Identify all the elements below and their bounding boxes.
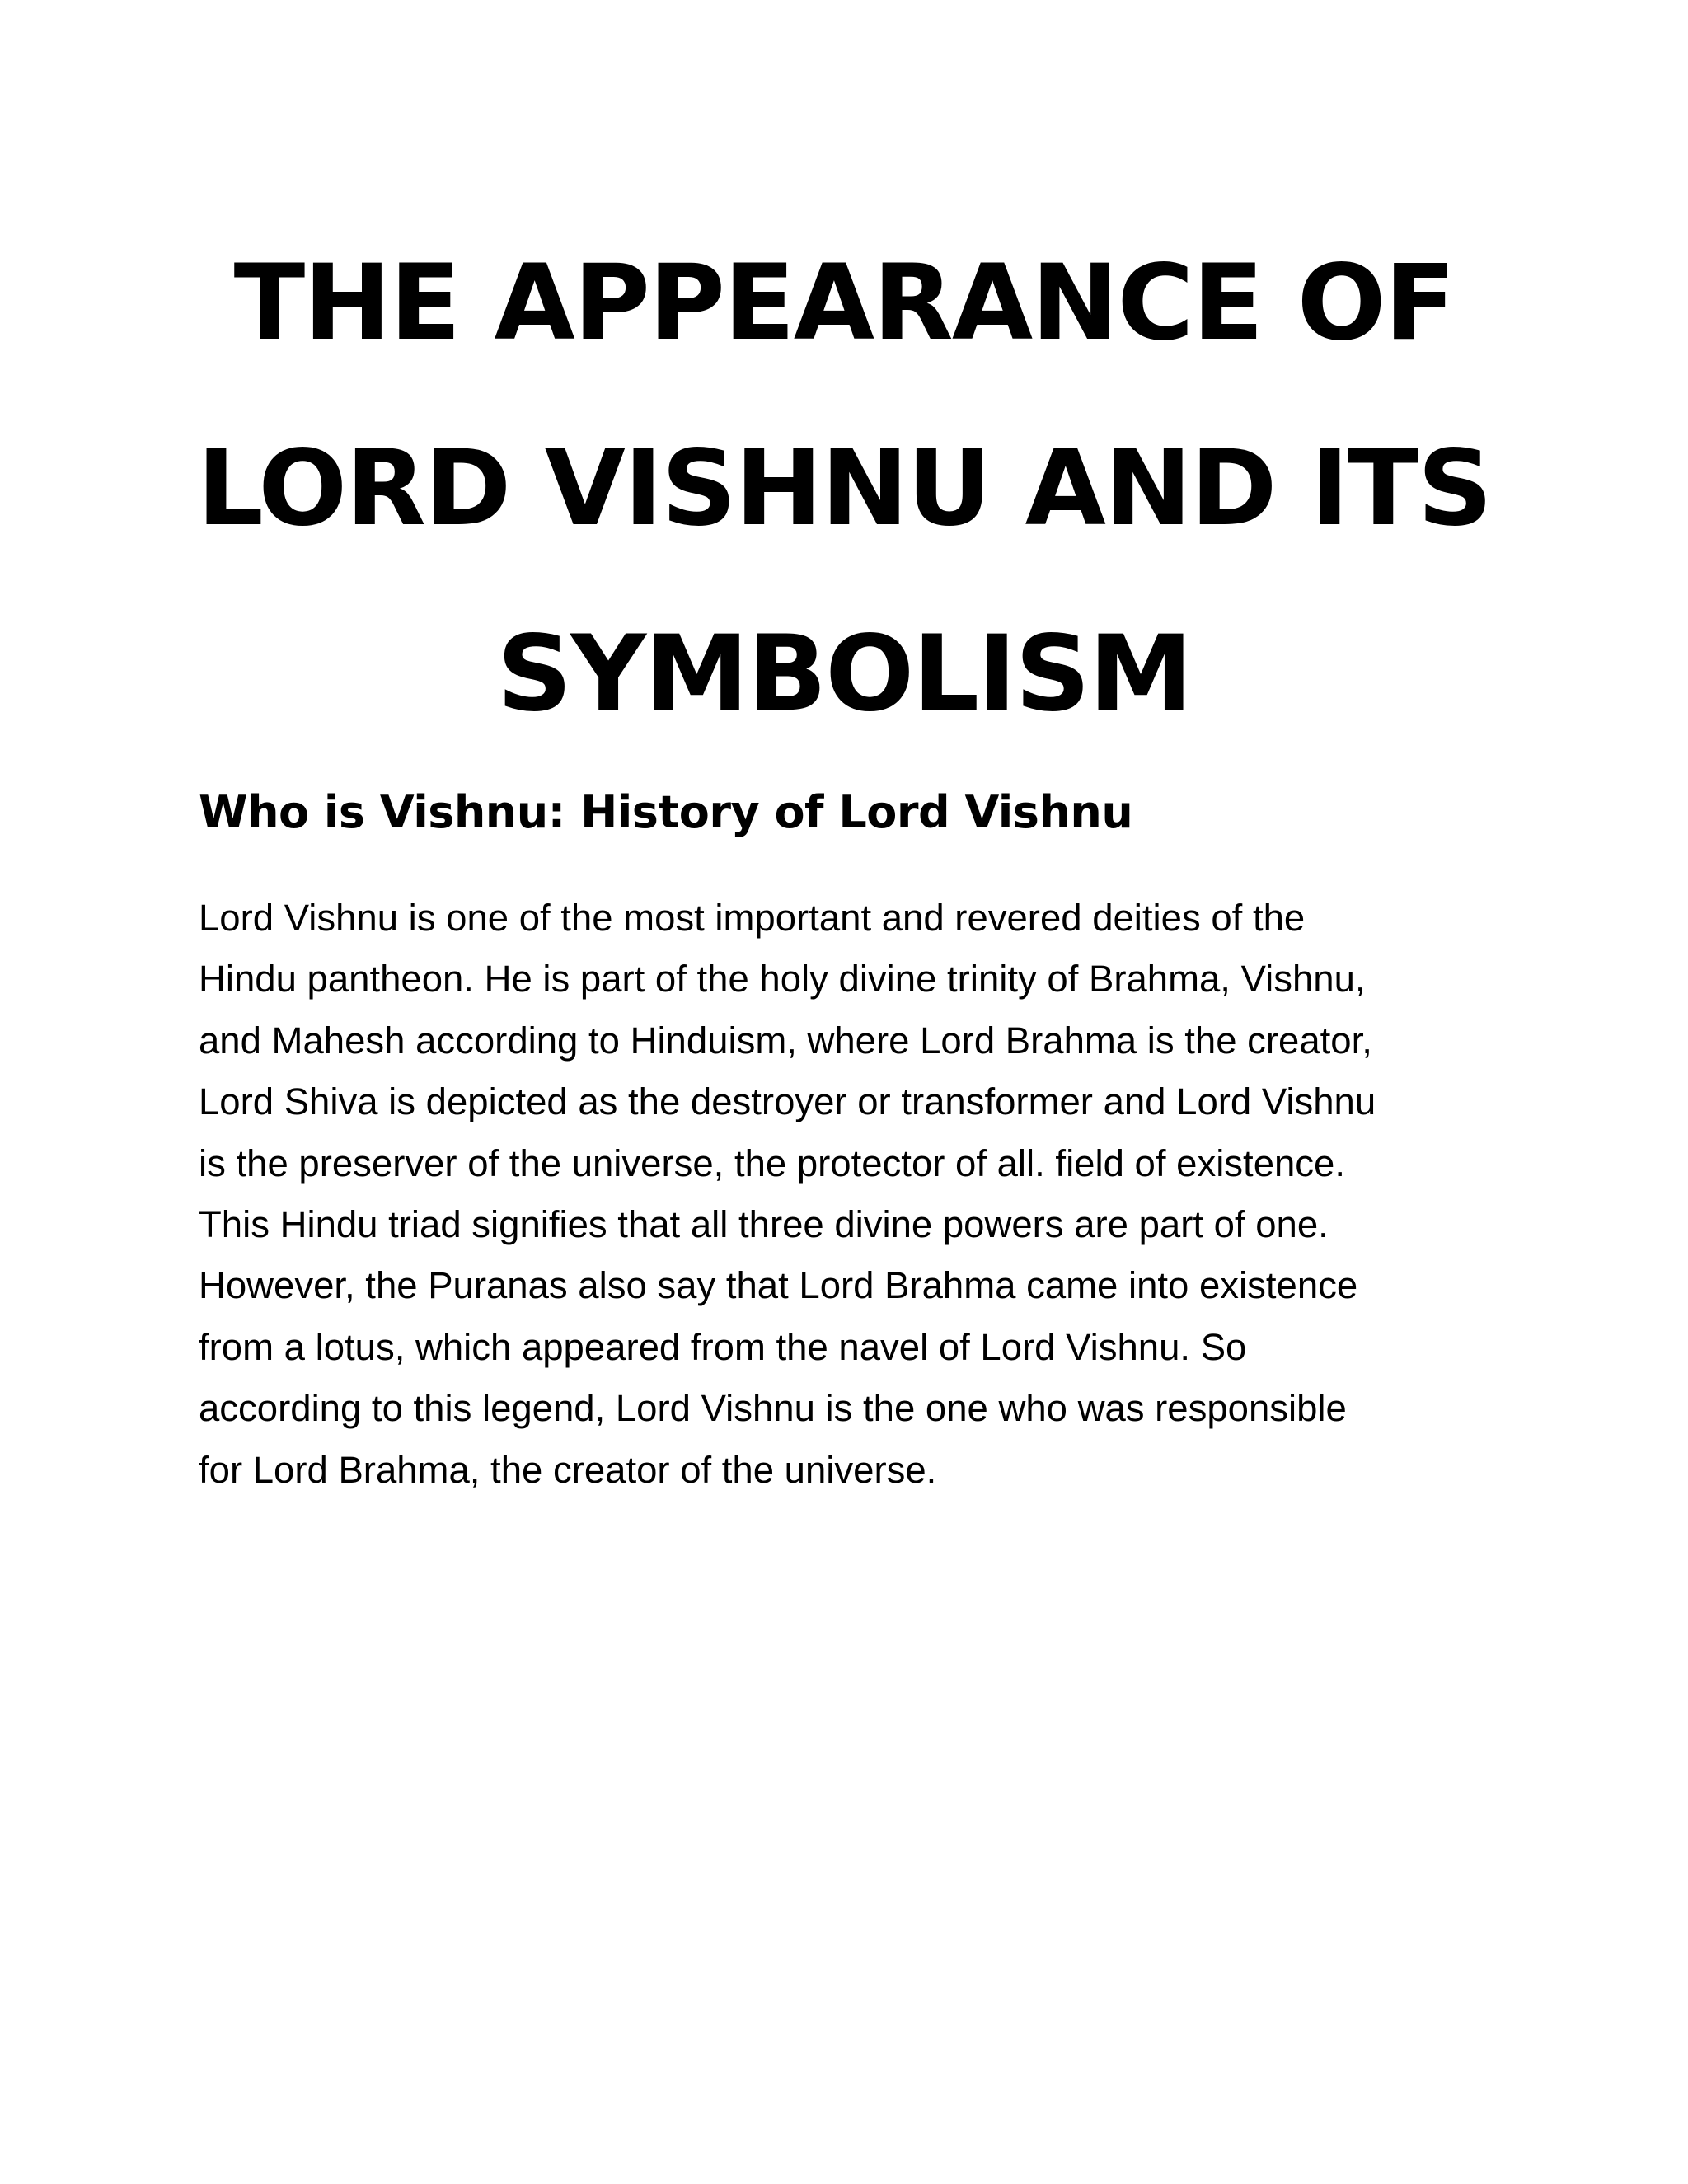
- paragraph-line-6: This Hindu triad signifies that all three divine powers are part of one.: [199, 1203, 1329, 1246]
- paragraph-line-7: However, the Puranas also say that Lord Brahma came into existence: [199, 1264, 1358, 1307]
- paragraph-line-3: and Mahesh according to Hinduism, where Lord Brahma is the creator,: [199, 1019, 1372, 1062]
- paragraph-line-1: Lord Vishnu is one of the most important and revered deities of the: [199, 897, 1306, 939]
- body-paragraph: [199, 888, 1534, 1501]
- paragraph-line-5: is the preserver of the universe, the protector of all. field of existence.: [199, 1141, 1345, 1184]
- title-line-1: THE APPEARANCE OF: [233, 241, 1455, 363]
- document-title: [165, 210, 1523, 766]
- paragraph-line-9: according to this legend, Lord Vishnu is the one who was responsible: [199, 1387, 1347, 1430]
- section-heading: Who is Vishnu: History of Lord Vishnu: [199, 786, 1133, 838]
- paragraph-line-10: for Lord Brahma, the creator of the universe.: [199, 1448, 937, 1491]
- paragraph-line-2: Hindu pantheon. He is part of the holy divine trinity of Brahma, Vishnu,: [199, 958, 1366, 1001]
- paragraph-line-8: from a lotus, which appeared from the navel of Lord Vishnu. So: [199, 1325, 1247, 1368]
- paragraph-line-4: Lord Shiva is depicted as the destroyer or transformer and Lord Vishnu: [199, 1080, 1376, 1123]
- title-line-3: SYMBOLISM: [496, 612, 1192, 734]
- title-line-2: LORD VISHNU AND ITS: [196, 427, 1492, 549]
